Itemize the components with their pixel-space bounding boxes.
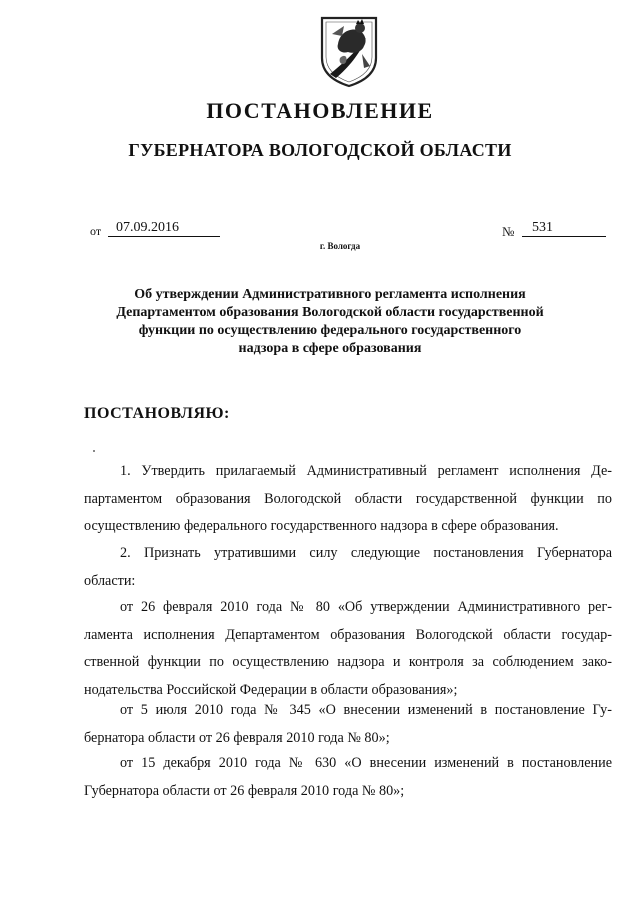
subject-line: Департаментом образования Вологодской области государственной: [116, 305, 544, 320]
scan-speck: [93, 450, 95, 452]
body-line: 2. Признать утратившими силу следующие постановления Губернатора: [120, 545, 612, 561]
body-line: ламента исполнения Департаментом образования Вологодской области государ-: [84, 626, 612, 643]
body-line: ственной функции по осуществлению надзора и контроля за соблюдением зако-: [84, 654, 612, 670]
paragraph-1: [84, 458, 612, 541]
body-line: нодательства Российской Федерации в области образования»;: [84, 681, 458, 698]
document-number: 531: [522, 220, 606, 237]
body-line: от 5 июля 2010 года № 345 «О внесении изменений в постановление Гу-: [120, 702, 612, 718]
body-line: партаментом образования Вологодской области государственной функции по: [84, 490, 612, 507]
body-line: от 15 декабря 2010 года № 630 «О внесении изменений в постановление: [120, 755, 612, 771]
paragraph-4: [84, 697, 612, 752]
date-prefix: от: [90, 224, 102, 238]
subject-line: Об утверждении Административного регламента исполнения: [134, 287, 526, 302]
body-line: от 26 февраля 2010 года № 80 «Об утверждении Административного рег-: [120, 599, 612, 615]
document-subject: [100, 286, 560, 358]
body-line: бернатора области от 26 февраля 2010 года № 80»;: [84, 729, 390, 746]
number-prefix: №: [502, 224, 515, 239]
coat-of-arms-icon: [318, 14, 380, 88]
document-date: 07.09.2016: [108, 220, 220, 237]
subject-line: надзора в сфере образования: [238, 341, 422, 356]
body-line: осуществлению федерального государственного надзора в сфере образования.: [84, 518, 559, 534]
document-title: ПОСТАНОВЛЕНИЕ: [206, 98, 434, 123]
paragraph-5: [84, 750, 612, 805]
body-line: области:: [84, 572, 136, 589]
body-line: Губернатора области от 26 февраля 2010 года № 80»;: [84, 782, 405, 799]
body-line: 1. Утвердить прилагаемый Административный регламент исполнения Де-: [120, 463, 612, 479]
subject-line: функции по осуществлению федерального государственного: [138, 323, 522, 338]
paragraph-3: [84, 594, 612, 704]
paragraph-2: [84, 540, 612, 595]
decree-heading: ПОСТАНОВЛЯЮ:: [84, 405, 230, 422]
document-city: г. Вологда: [319, 241, 361, 251]
document-subtitle: ГУБЕРНАТОРА ВОЛОГОДСКОЙ ОБЛАСТИ: [128, 140, 512, 160]
